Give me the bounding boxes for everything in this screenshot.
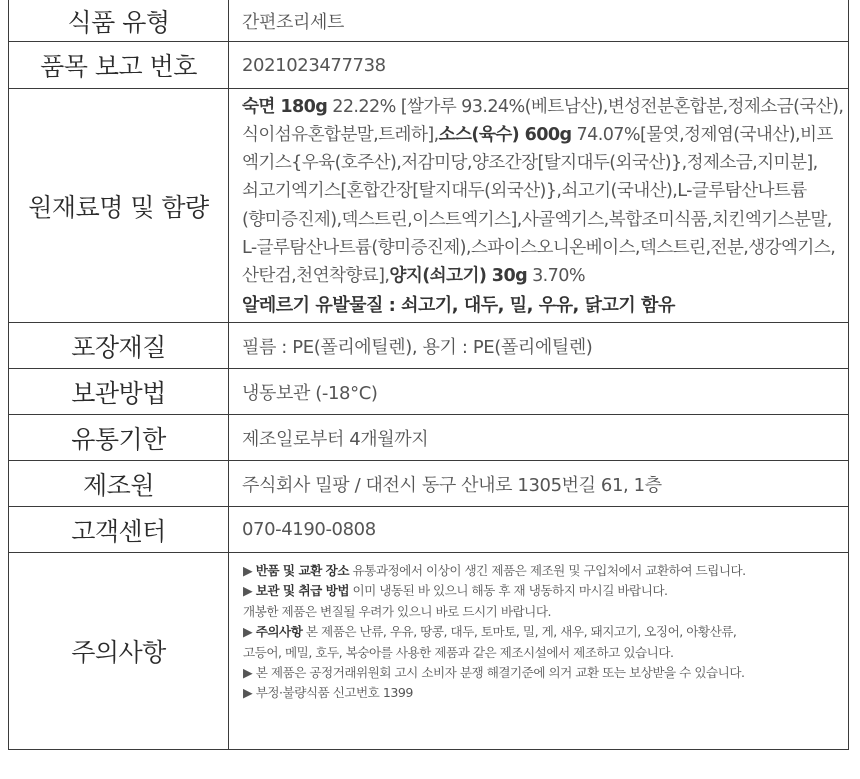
ingredients-label: 원재료명 및 함량 (9, 89, 229, 323)
caution-heading: 반품 및 교환 장소 (255, 563, 350, 578)
row-storage (9, 369, 849, 415)
row-food-type (9, 0, 849, 42)
product-info-table (8, 0, 849, 750)
food-type-label: 식품 유형 (9, 0, 229, 42)
ingredient-text: L-글루탐산나트륨(향미증진제),스파이스오니온베이스,덱스트린,전분,생강엑기스, (242, 237, 836, 258)
ingredients-line (242, 206, 842, 234)
caution-text-run: 고등어, 메밀, 호두, 복숭아를 사용한 제품과 같은 제조시설에서 제조하고 있습니다. (243, 644, 674, 660)
caution-line (243, 683, 842, 703)
shelf-life-value: 제조일로부터 4개월까지 (229, 415, 849, 461)
ingredient-text: 엑기스{우육(호주산),저감미당,양조간장[탈지대두(외국산)},정제소금,지미분], (242, 153, 818, 174)
row-packaging (9, 323, 849, 369)
ingredients-line (242, 177, 842, 205)
caution-line (243, 602, 842, 622)
ingredients-cell (229, 89, 849, 323)
row-manufacturer (9, 461, 849, 507)
storage-label: 보관방법 (9, 369, 229, 415)
row-customer-center (9, 507, 849, 553)
ingredient-text: 식이섬유혼합분말,트레하], (242, 124, 439, 145)
caution-line (243, 622, 842, 642)
caution-text-run: 이미 냉동된 바 있으니 해동 후 재 냉동하지 마시길 바랍니다. (349, 583, 668, 599)
caution-text-run: ▶ 본 제품은 공정거래위원회 고시 소비자 분쟁 해결기준에 의거 교환 또는 보상받을 수 있습니다. (243, 665, 745, 681)
ingredient-text: 74.07%[물엿,정제염(국내산),비프 (571, 124, 833, 145)
caution-text-run: ▶ 부정·불량식품 신고번호 1399 (243, 685, 413, 701)
ingredient-text: (향미증진제),덱스트린,이스트엑기스],사골엑기스,복합조미식품,치킨엑기스분말, (242, 209, 832, 230)
caution-text-run: 본 제품은 난류, 우유, 땅콩, 대두, 토마토, 밀, 게, 새우, 돼지고기, 오징어, 아황산류, (302, 624, 737, 640)
row-shelf-life (9, 415, 849, 461)
report-number-value: 2021023477738 (229, 42, 849, 89)
manufacturer-value: 주식회사 밀팡 / 대전시 동구 산내로 1305번길 61, 1층 (229, 461, 849, 507)
ingredients-line (242, 93, 842, 121)
ingredient-bold: 양지(쇠고기) 30g (389, 265, 528, 286)
ingredient-text: 3.70% (527, 265, 585, 286)
caution-heading: 주의사항 (255, 624, 303, 640)
bullet-arrow: ▶ (243, 624, 256, 640)
row-report-number (9, 42, 849, 89)
ingredients-line (242, 262, 842, 290)
caution-text (243, 553, 842, 704)
packaging-label: 포장재질 (9, 323, 229, 369)
bullet-arrow: ▶ (243, 563, 256, 578)
ingredients-text (242, 91, 842, 321)
ingredient-text: 22.22% [쌀가루 93.24%(베트남산),변성전분혼합분,정제소금(국산), (327, 96, 844, 117)
allergy-notice: 알레르기 유발물질 : 쇠고기, 대두, 밀, 우유, 닭고기 함유 (242, 295, 675, 317)
ingredient-bold: 소스(육수) 600g (438, 124, 572, 145)
bullet-arrow: ▶ (243, 583, 256, 599)
ingredient-bold: 숙면 180g (242, 96, 328, 117)
customer-center-value: 070-4190-0808 (229, 507, 849, 553)
caution-heading: 보관 및 취급 방법 (255, 583, 350, 599)
caution-label: 주의사항 (9, 553, 229, 750)
packaging-value: 필름 : PE(폴리에틸렌), 용기 : PE(폴리에틸렌) (229, 323, 849, 369)
food-type-value: 간편조리세트 (229, 0, 849, 42)
manufacturer-label: 제조원 (9, 461, 229, 507)
storage-value: 냉동보관 (-18°C) (229, 369, 849, 415)
customer-center-label: 고객센터 (9, 507, 229, 553)
caution-line (243, 663, 842, 683)
row-caution (9, 553, 849, 750)
ingredients-line (242, 121, 842, 149)
caution-line (243, 643, 842, 663)
ingredient-text: 산탄검,천연착향료], (242, 265, 390, 286)
caution-cell (229, 553, 849, 750)
report-number-label: 품목 보고 번호 (9, 42, 229, 89)
caution-text-run: 개봉한 제품은 변질될 우려가 있으니 바로 드시기 바랍니다. (243, 603, 551, 619)
ingredients-line (242, 234, 842, 262)
ingredient-text: 쇠고기엑기스[혼합간장[탈지대두(외국산)},쇠고기(국내산),L-글루탐산나트륨 (242, 181, 807, 202)
caution-text-run: 유통과정에서 이상이 생긴 제품은 제조원 및 구입처에서 교환하여 드립니다. (349, 563, 746, 578)
ingredients-line (242, 149, 842, 177)
row-ingredients (9, 89, 849, 323)
caution-line (243, 581, 842, 601)
shelf-life-label: 유통기한 (9, 415, 229, 461)
caution-line (243, 561, 842, 581)
